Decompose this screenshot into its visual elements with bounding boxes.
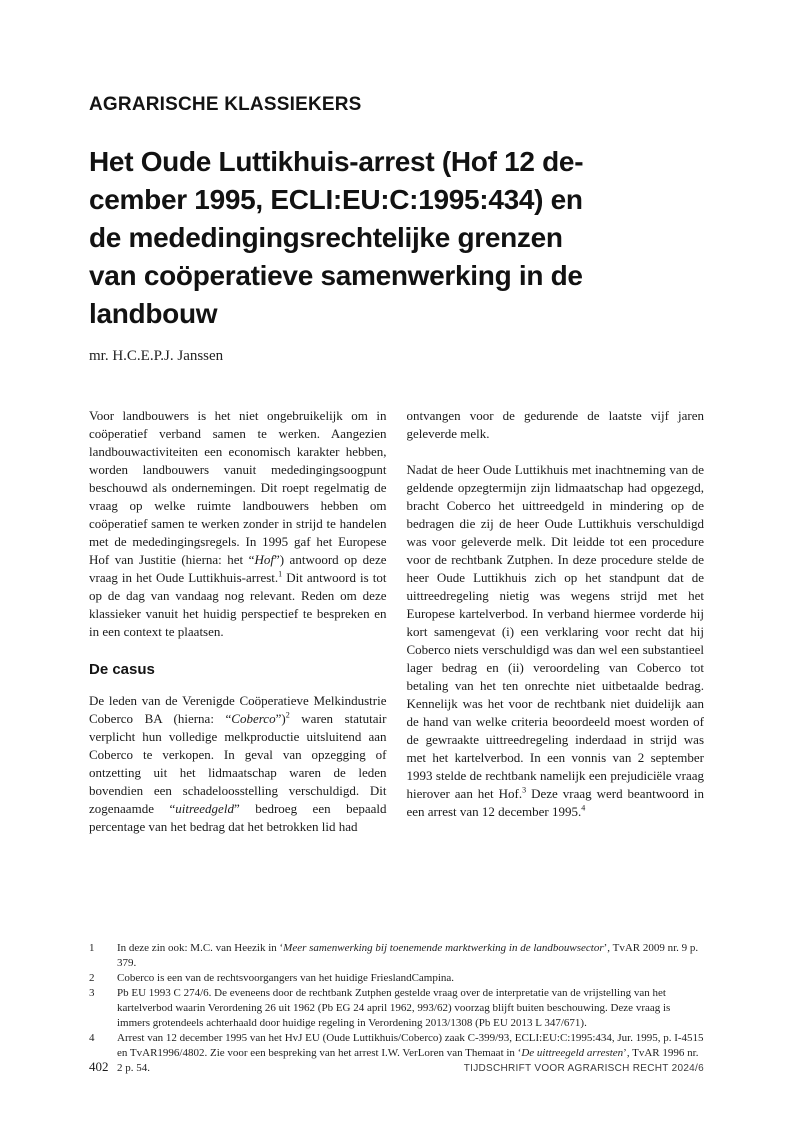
article-body (89, 407, 704, 836)
intro-paragraph: Voor landbouwers is het niet ongebruikelijk om in coöperatief verband samen te werken. Aangezien landbouwactiviteiten een economisch karakter hebben, worden landbouwers vanuit mededingingsoogpunt beschouwd als ondernemingen. Dit roept regelmatig de vraag op welke ruimte landbouwers hebben om coöperatief samen te werken zonder in strijd te handelen met de mededingingsregels. In 1995 gaf het Europese Hof van Justitie (hierna: het “Hof”) antwoord op deze vraag in het Oude Luttikhuis-arrest.$^1$ Dit antwoord is tot op de dag van vandaag nog relevant. Reden om deze klassieker vanuit het huidig perspectief te bespreken en in een context te plaatsen. (89, 408, 387, 639)
author-name: mr. H.C.E.P.J. Janssen (89, 348, 224, 364)
footnotes (89, 941, 704, 1076)
page-footer (89, 1059, 704, 1075)
footnote-number: 1 (89, 942, 95, 954)
footnote-text: In deze zin ook: M.C. van Heezik in ‘Meer samenwerking bij toenemende marktwerking in de landbouwsector’, TvAR 2009 nr. 9 p. 379. (117, 942, 699, 969)
section-kicker: AGRARISCHE KLASSIEKERS (89, 94, 362, 115)
casus-paragraph-continued: ontvangen voor de gedurende de laatste vijf jaren geleverde melk. (406, 408, 704, 441)
footnote-number: 3 (89, 987, 95, 999)
footnote-3 (89, 986, 704, 1031)
procedure-paragraph: Nadat de heer Oude Luttikhuis met inachtneming van de geldende opzegtermijn zijn lidmaatschap had opgezegd, bracht Coberco het uittreedgeld in mindering op de bedragen die zij de heer Oude Luttikhuis verschuldigd was voor geleverde melk. Dit leidde tot een procedure voor de rechtbank Zutphen. In deze procedure stelde de heer Oude Luttikhuis zich op het standpunt dat de uittreedregeling nietig was wegens strijd met het Europese kartelverbod. In verband hiermee vorderde hij kort samengevat (i) een verklaring voor recht dat hij Coberco niets verschuldigd was dan wel een substantieel lager bedrag en (ii) veroordeling van Coberco tot betaling van het ten onrechte niet uitbetaalde bedrag. Kennelijk was het voor de rechtbank niet duidelijk aan de hand van welke criteria beoordeeld moest worden of de gewraakte uittreedregeling inderdaad in strijd was met het kartelverbod. In een vonnis van 2 september 1993 stelde de rechtbank namelijk een prejudiciële vraag hierover aan het Hof.$^3$ Deze vraag werd beantwoord in een arrest van 12 december 1995.$^4$ (406, 462, 704, 819)
footnote-number: 4 (89, 1032, 95, 1044)
footnote-2 (89, 971, 704, 986)
journal-title: TIJDSCHRIFT VOOR AGRARISCH RECHT 2024/6 (463, 1063, 704, 1074)
footnote-number: 2 (89, 972, 95, 984)
right-column (407, 407, 705, 836)
article-title: Het Oude Luttikhuis-arrest (Hof 12 de- cember 1995, ECLI:EU:C:1995:434) en de mededingingsrechtelijke grenzen van coöperatieve samenwerking in de landbouw (89, 146, 584, 329)
casus-paragraph: De leden van de Verenigde Coöperatieve Melkindustrie Coberco BA (hierna: “Coberco”)$^2$ waren statutair verplicht hun volledige melkproductie uitsluitend aan Coberco te verkopen. In geval van opzegging of ontzetting uit het lidmaatschap waren de leden bovendien een schadeloosstelling verschuldigd. Dit zogenaamde “uitreedgeld” bedroeg een bepaald percentage van het bedrag dat het betrokken lid had (89, 693, 387, 834)
left-column (89, 407, 387, 836)
footnote-text: Arrest van 12 december 1995 van het HvJ EU (Oude Luttikhuis/Coberco) zaak C-399/93, ECLI:EU:C:1995:434, Jur. 1995, p. I-4515 en TvAR1996/4802. Zie voor een bespreking van het arrest I.W. VerLoren van Themaat in ‘De uittreegeld arresten’, TvAR 1996 nr. 2 p. 54. (117, 1032, 704, 1074)
page-number: 402 (89, 1059, 109, 1074)
footnote-1 (89, 941, 704, 971)
section-heading-de-casus: De casus (89, 661, 155, 678)
footnote-text: Coberco is een van de rechtsvoorgangers van het huidige FrieslandCampina. (117, 972, 455, 984)
footnote-text: Pb EU 1993 C 274/6. De eveneens door de rechtbank Zutphen gestelde vraag over de interpretatie van de vrijstelling van het kartelverbod waarin Verordening 26 uit 1962 (Pb EG 24 april 1962, 993/62) voorzag blijft buiten beschouwing. Deze vraag is immers grotendeels achterhaald door huidige regeling in Verordening 2013/1308 (Pb EU 2013 L 347/671). (117, 987, 671, 1029)
